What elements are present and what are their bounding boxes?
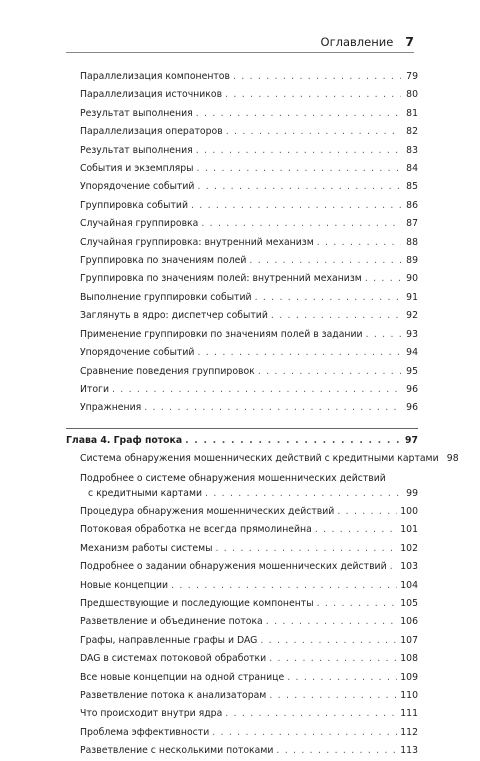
dot-leader [205, 485, 401, 503]
dot-leader [287, 669, 397, 687]
toc-entry-title: Группировка по значениям полей: внутренний механизм [80, 273, 362, 285]
toc-entry-page: 81 [406, 107, 418, 119]
dot-leader [112, 381, 401, 399]
toc-entry-page: 107 [400, 634, 418, 646]
toc-entry-page: 94 [406, 347, 418, 359]
toc-entry[interactable] [66, 724, 418, 742]
dot-leader [197, 344, 401, 362]
dot-leader [201, 215, 401, 233]
toc-entry-page: 84 [406, 163, 418, 175]
toc-entry-page: 109 [400, 671, 418, 683]
toc-entry[interactable] [66, 215, 418, 233]
dot-leader [269, 650, 397, 668]
dot-leader [315, 521, 397, 539]
toc-entry-title: Графы, направленные графы и DAG [80, 634, 258, 646]
toc-entry-title: Механизм работы системы [80, 542, 213, 554]
toc-entry-title: Выполнение группировки событий [80, 291, 252, 303]
toc-entry[interactable] [66, 521, 418, 539]
toc-entry-title: Применение группировки по значениям полей в задании [80, 328, 363, 340]
toc-entry-title: Группировка по значениям полей [80, 255, 247, 267]
toc-entry-title: Упорядочение событий [80, 347, 195, 359]
toc-entry[interactable] [66, 326, 418, 344]
toc-entry[interactable] [66, 669, 418, 687]
toc-entry-title: Проблема эффективности [80, 726, 210, 738]
toc-entry[interactable] [66, 381, 418, 399]
toc-entry-page: 92 [406, 310, 418, 322]
dot-leader [196, 142, 401, 160]
toc-entry-page: 93 [406, 328, 418, 340]
toc-entry-page: 102 [400, 542, 418, 554]
toc-entry[interactable] [66, 105, 418, 123]
dot-leader [366, 326, 401, 344]
toc-entry-page: 91 [406, 291, 418, 303]
dot-leader [258, 363, 401, 381]
toc-entry[interactable] [66, 399, 418, 417]
toc-entry-title: Упорядочение событий [80, 181, 195, 193]
toc-entry-title: Разветвление потока к анализаторам [80, 690, 267, 701]
toc-entry[interactable] [66, 142, 418, 160]
dot-leader [185, 432, 401, 450]
dot-leader [233, 68, 401, 86]
toc-entry[interactable] [66, 632, 418, 650]
toc-entry-page: 96 [406, 383, 418, 395]
toc-entry-title: Предшествующие и последующие компоненты [80, 597, 314, 609]
toc-entry[interactable] [66, 650, 418, 668]
dot-leader [255, 289, 401, 307]
toc-entry[interactable] [66, 577, 418, 595]
dot-leader [317, 234, 401, 252]
toc-entry-title: Группировка событий [80, 199, 188, 211]
dot-leader [197, 178, 401, 196]
toc-entry[interactable] [66, 68, 418, 86]
toc-entry[interactable] [66, 742, 418, 760]
toc-entry-title: Параллелизация источников [80, 89, 223, 101]
toc-entry-page: 80 [406, 89, 418, 101]
header-rule [66, 52, 414, 53]
toc-entry-title: Разветвление с несколькими потоками [80, 745, 274, 757]
toc-entry[interactable] [66, 687, 418, 705]
toc-entry-title: Подробнее о системе обнаружения мошеннических действий [80, 472, 386, 484]
toc-entry-page: 101 [400, 524, 418, 536]
toc-entry-page: 88 [406, 236, 418, 248]
toc-entry[interactable] [66, 234, 418, 252]
dot-leader [365, 270, 401, 288]
toc-entry-page: 86 [406, 199, 418, 211]
toc-entry-page: 105 [400, 597, 418, 609]
toc-entry-page: 87 [406, 218, 418, 230]
table-of-contents [66, 68, 459, 761]
toc-entry[interactable] [66, 558, 418, 576]
toc-entry-page: 95 [406, 365, 418, 377]
dot-leader [269, 687, 397, 705]
dot-leader [249, 252, 401, 270]
toc-entry[interactable] [66, 178, 418, 196]
toc-entry[interactable] [66, 450, 459, 468]
toc-entry[interactable] [66, 123, 418, 141]
toc-entry-title: с кредитными картами [88, 487, 203, 499]
running-header-title: Оглавление [320, 35, 394, 49]
toc-entry-page: 85 [406, 181, 418, 193]
toc-entry-title: События и экземпляры [80, 163, 194, 175]
dot-leader [317, 595, 398, 613]
toc-entry-title: Заглянуть в ядро: диспетчер событий [80, 310, 268, 322]
toc-entry-page: 96 [406, 402, 418, 414]
toc-entry[interactable] [66, 86, 418, 104]
toc-entry-page: 112 [400, 726, 418, 738]
toc-entry[interactable] [66, 503, 418, 521]
toc-entry-page: 98 [446, 453, 459, 465]
dot-leader [191, 197, 401, 215]
toc-entry[interactable] [66, 363, 418, 381]
dot-leader [337, 503, 397, 521]
toc-entry-title: Результат выполнения [80, 107, 193, 119]
toc-entry-page: 110 [400, 690, 418, 701]
toc-entry-page: 103 [400, 561, 418, 573]
running-header [321, 34, 414, 49]
toc-entry-title: Сравнение поведения группировок [80, 365, 255, 377]
toc-entry[interactable] [66, 289, 418, 307]
dot-leader [197, 160, 401, 178]
toc-entry-title: Упражнения [80, 402, 142, 414]
dot-leader [260, 632, 397, 650]
toc-entry-title: Случайная группировка [80, 218, 199, 230]
dot-leader [215, 540, 397, 558]
toc-entry-page: 82 [406, 126, 418, 138]
toc-entry-page: 99 [406, 487, 418, 499]
toc-entry[interactable] [66, 540, 418, 558]
page-number: 7 [405, 34, 414, 49]
toc-entry-page: 113 [400, 745, 418, 757]
toc-entry-page: 106 [400, 616, 418, 628]
dot-leader [144, 399, 401, 417]
toc-entry[interactable] [66, 344, 418, 362]
toc-entry[interactable] [66, 307, 418, 325]
dot-leader [212, 724, 397, 742]
toc-entry-title: Разветвление и объединение потока [80, 616, 263, 628]
toc-entry-page: 108 [400, 653, 418, 665]
toc-entry[interactable] [66, 270, 418, 288]
toc-entry-title: Что происходит внутри ядра [80, 708, 223, 720]
toc-entry-page: 83 [406, 144, 418, 156]
dot-leader [226, 123, 401, 141]
toc-entry[interactable] [66, 252, 418, 270]
toc-entry-title: Новые концепции [80, 579, 169, 591]
toc-entry-title: DAG в системах потоковой обработки [80, 653, 267, 665]
dot-leader [266, 613, 397, 631]
toc-entry-title: Итоги [80, 383, 109, 395]
toc-entry-page: 104 [400, 579, 418, 591]
dot-leader [225, 705, 397, 723]
toc-entry-page: 111 [400, 708, 418, 720]
toc-entry-title: Система обнаружения мошеннических действий с кредитными картами [80, 453, 439, 465]
toc-entry-title: Глава 4. Граф потока [66, 434, 183, 446]
toc-entry-page: 100 [400, 505, 418, 517]
toc-entry[interactable] [66, 197, 418, 215]
toc-entry[interactable] [66, 469, 418, 503]
toc-entry-title: Параллелизация операторов [80, 126, 223, 138]
dot-leader [271, 307, 401, 325]
toc-entry-title: Параллелизация компонентов [80, 71, 230, 82]
toc-entry[interactable] [66, 705, 418, 723]
toc-entry-page: 79 [406, 71, 418, 82]
dot-leader [276, 742, 397, 760]
toc-entry-page: 90 [406, 273, 418, 285]
toc-entry-title: Все новые концепции на одной странице [80, 671, 285, 683]
toc-entry[interactable] [66, 595, 418, 613]
chapter-heading[interactable] [66, 428, 418, 450]
toc-entry-title: Подробнее о задании обнаружения мошеннических действий [80, 561, 387, 573]
toc-entry-page: 97 [405, 434, 418, 446]
toc-entry[interactable] [66, 613, 418, 631]
dot-leader [196, 105, 401, 123]
toc-entry-title: Потоковая обработка не всегда прямолинейна [80, 524, 312, 536]
toc-entry-page: 89 [406, 255, 418, 267]
dot-leader [171, 577, 397, 595]
toc-entry-title: Результат выполнения [80, 144, 193, 156]
toc-entry[interactable] [66, 160, 418, 178]
toc-entry-title: Случайная группировка: внутренний механизм [80, 236, 314, 248]
dot-leader [225, 86, 401, 104]
toc-entry-title: Процедура обнаружения мошеннических действий [80, 505, 335, 517]
dot-leader [390, 558, 398, 576]
